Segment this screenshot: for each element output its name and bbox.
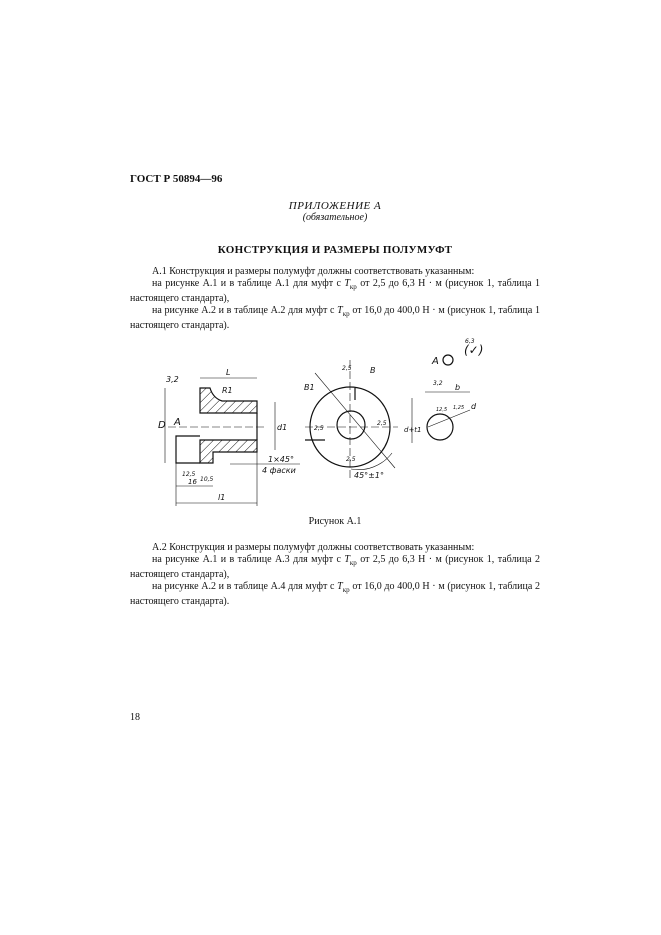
label-B: B [370,366,376,375]
paragraph-a2-line1: на рисунке А.1 и в таблице А.3 для муфт с $T_{кр}$ от 2,5 до 6,3 Н · м (рисунок 1, таблица 2 настоящего стандарта), [130,553,541,581]
label-roughness-25c: 2,5 [377,420,387,427]
figure-caption: Рисунок А.1 [308,516,362,527]
label-d1: d1 [277,423,288,432]
paragraph-a1-line1: на рисунке А.1 и в таблице А.1 для муфт с $T_{кр}$ от 2,5 до 6,3 Н · м (рисунок 1, таблица 1 настоящего стандарта), [130,277,541,305]
label-roughness-125: 12,5 [182,471,196,478]
label-roughness-paren: (✓) [464,343,484,357]
label-roughness-125c: 12,5 [436,407,448,413]
label-roughness-25a: 2,5 [342,365,352,372]
label-L: L [226,368,231,377]
appendix-title: ПРИЛОЖЕНИЕ А [288,200,382,212]
paragraph-a1-intro: А.1 Конструкция и размеры полумуфт должны соответствовать указанным: [152,266,475,277]
label-roughness-32: 3,2 [166,375,179,384]
section-heading: КОНСТРУКЦИЯ И РАЗМЕРЫ ПОЛУМУФТ [217,244,453,256]
label-dim-16: 16 [188,478,197,486]
paragraph-a2-line2: на рисунке А.2 и в таблице А.4 для муфт с $T_{кр}$ от 16,0 до 400,0 Н · м (рисунок 1, таблица 2 настоящего стандарта). [130,580,540,608]
label-roughness-125b: 1,25 [453,405,465,411]
label-d: d [471,402,477,411]
label-chamfer: 1×45° [268,455,294,464]
label-A: A [174,417,181,428]
label-b: b [455,383,461,392]
page-number: 18 [130,712,140,723]
paragraph-a2-intro: А.2 Конструкция и размеры полумуфт должны соответствовать указанным: [152,542,475,553]
label-roughness-25d: 2,5 [346,456,356,463]
label-view-A: A [432,356,439,367]
label-B1: B1 [304,383,315,392]
label-4-chamfers: 4 фаски [262,466,296,475]
label-R1: R1 [222,386,233,395]
label-angle: 45°±1° [354,471,384,480]
label-roughness-63: 6,3 [465,338,475,345]
paragraph-a1-line2: на рисунке А.2 и в таблице А.2 для муфт с $T_{кр}$ от 16,0 до 400,0 Н · м (рисунок 1, таблица 1 настоящего стандарта). [130,304,540,332]
label-d-plus-t1: d+t1 [404,426,422,434]
label-roughness-25b: 2,5 [314,425,324,432]
appendix-subtitle: (обязательное) [302,212,368,223]
label-D: D [158,420,166,431]
label-l1: l1 [218,493,226,502]
paragraph-a2 [130,542,540,608]
label-roughness-32b: 3,2 [433,380,443,387]
label-dim-105: 10,5 [200,476,214,483]
document-header: ГОСТ Р 50894—96 [130,173,223,185]
